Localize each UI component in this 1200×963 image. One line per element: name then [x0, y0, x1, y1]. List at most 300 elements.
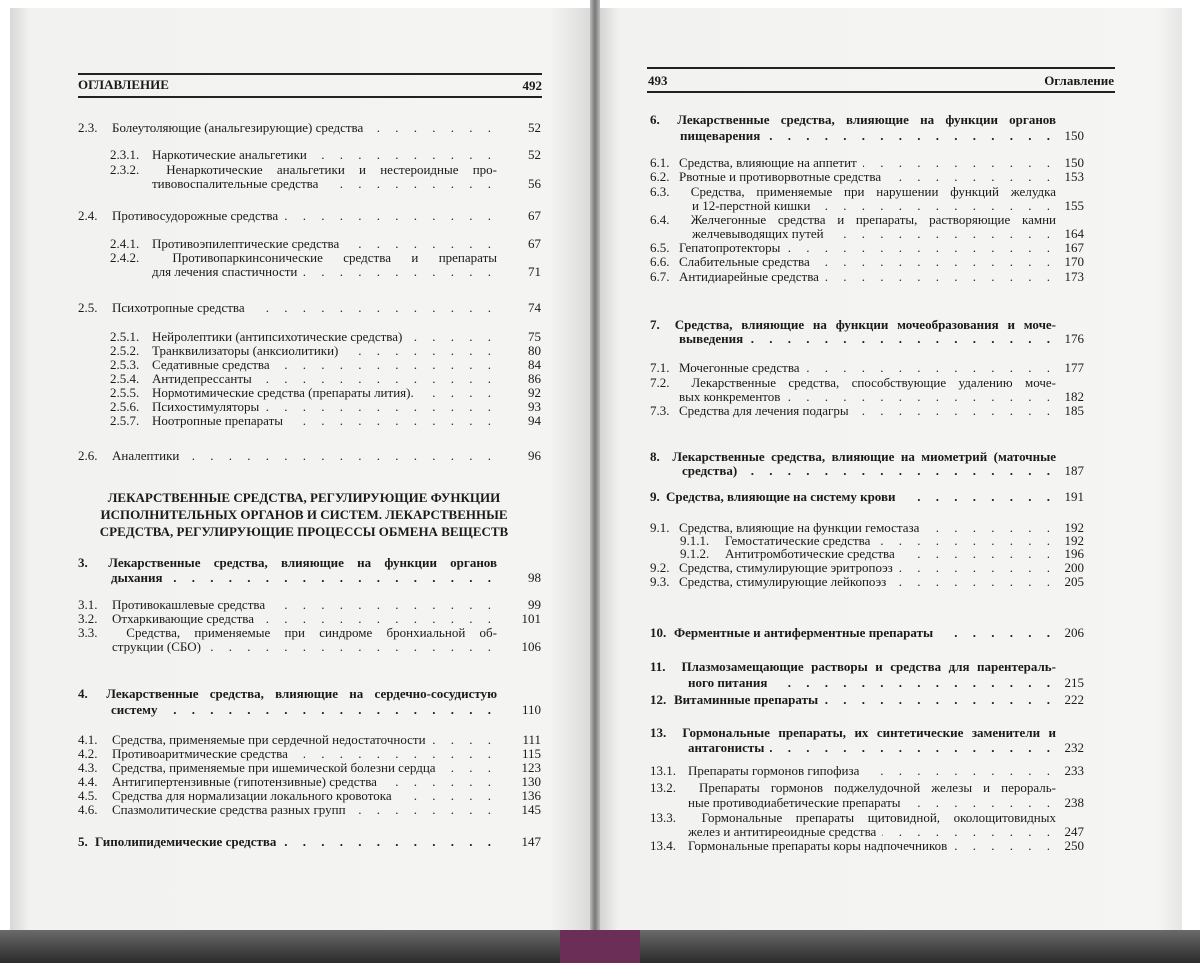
- toc-page-number: 94: [528, 413, 541, 428]
- toc-entry-number: 4.3.: [78, 761, 98, 775]
- toc-entry-text: Средства, влияющие на аппетит: [679, 156, 857, 170]
- dot-leader: [882, 825, 1056, 839]
- toc-entry-text: Ноотропные препараты: [152, 414, 284, 428]
- dot-leader: [265, 400, 497, 414]
- right-running-title: Оглавление: [1044, 73, 1114, 88]
- dot-leader: [786, 241, 1056, 255]
- toc-entry-number: 9.1.2.: [680, 547, 710, 561]
- toc-entry-number: 2.5.4.: [110, 372, 140, 386]
- toc-entry-line[interactable]: [680, 547, 1056, 561]
- toc-entry-line[interactable]: [110, 344, 497, 358]
- toc-page-number: 250: [1064, 838, 1084, 853]
- toc-entry-line[interactable]: [692, 227, 1056, 241]
- toc-entry-text: желез и антитиреоидные средства: [688, 825, 877, 839]
- toc-entry-line[interactable]: [650, 521, 1056, 535]
- dot-leader: [432, 733, 497, 747]
- toc-entry-line[interactable]: [650, 839, 1056, 853]
- toc-entry-line[interactable]: [650, 170, 1056, 184]
- toc-entry-text: Ферментные и антиферментные препараты: [674, 626, 934, 640]
- dot-leader: [408, 330, 497, 344]
- toc-entry-number: 6.2.: [650, 170, 670, 184]
- dot-leader: [806, 361, 1056, 375]
- toc-entry-line[interactable]: [110, 386, 497, 400]
- toc-entry-line[interactable]: [110, 372, 497, 386]
- toc-entry-number: 5.: [78, 835, 88, 849]
- dot-leader: [770, 741, 1056, 755]
- toc-entry-line[interactable]: [110, 358, 497, 372]
- toc-entry-number: 4.6.: [78, 803, 98, 817]
- toc-entry-text: Витаминные препараты: [674, 693, 819, 707]
- toc-entry-number: 4.2.: [78, 747, 98, 761]
- toc-entry-line[interactable]: [78, 775, 497, 789]
- toc-entry-number: 6.1.: [650, 156, 670, 170]
- toc-entry-line[interactable]: [78, 733, 497, 747]
- toc-entry-line[interactable]: [682, 464, 1056, 478]
- dot-leader: [169, 571, 497, 585]
- dot-leader: [164, 703, 497, 717]
- toc-entry-number: 13.3.: [650, 811, 676, 825]
- toc-page-number: 187: [1064, 463, 1084, 478]
- toc-entry-line[interactable]: [152, 265, 497, 279]
- toc-entry-number: 2.5.5.: [110, 386, 140, 400]
- toc-entry-text: Плазмозамещающие растворы и средства для парентераль-: [681, 660, 1056, 674]
- toc-entry-text: систему: [111, 703, 158, 717]
- toc-entry-number: 6.4.: [650, 213, 670, 227]
- toc-page-number: 222: [1064, 692, 1084, 707]
- toc-entry-line[interactable]: [78, 747, 497, 761]
- toc-entry-line[interactable]: [650, 156, 1056, 170]
- toc-page-number: 164: [1064, 226, 1084, 241]
- toc-entry-number: 13.1.: [650, 764, 676, 778]
- toc-entry-line[interactable]: [78, 209, 497, 223]
- toc-page-number: 80: [528, 343, 541, 358]
- toc-entry-text: Средства, применяемые при синдроме бронхиальной об-: [126, 626, 497, 640]
- toc-entry-number: 2.3.2.: [110, 163, 140, 177]
- toc-page-number: 185: [1064, 403, 1084, 418]
- toc-entry-number: 2.5.: [78, 301, 98, 315]
- toc-page-number: 111: [522, 732, 541, 747]
- toc-entry-line[interactable]: [688, 825, 1056, 839]
- dot-leader: [892, 575, 1056, 589]
- toc-entry-text: Противосудорожные средства: [112, 209, 279, 223]
- toc-entry-text: Средства, влияющие на функции мочеобразования и моче-: [674, 318, 1056, 332]
- dot-leader: [766, 129, 1056, 143]
- toc-entry-line[interactable]: [650, 270, 1056, 284]
- toc-entry-text: Средства, влияющие на функции гемостаза: [679, 521, 920, 535]
- dot-leader: [899, 561, 1056, 575]
- toc-page-number: 67: [528, 236, 541, 251]
- dot-leader: [830, 227, 1056, 241]
- dot-leader: [258, 372, 497, 386]
- toc-entry-line[interactable]: [688, 676, 1056, 690]
- toc-entry-line[interactable]: [650, 361, 1056, 375]
- dot-leader: [773, 676, 1056, 690]
- toc-entry-line[interactable]: [111, 703, 497, 717]
- toc-entry-line[interactable]: [688, 741, 1056, 755]
- toc-page-number: 93: [528, 399, 541, 414]
- toc-page-number: 67: [528, 208, 541, 223]
- toc-entry-number: 2.5.2.: [110, 344, 140, 358]
- section-heading-line: ЛЕКАРСТВЕННЫЕ СРЕДСТВА, РЕГУЛИРУЮЩИЕ ФУНКЦИИ: [107, 490, 501, 505]
- toc-entry-line[interactable]: [110, 414, 497, 428]
- toc-page-number: 74: [528, 300, 541, 315]
- toc-entry-line[interactable]: [650, 241, 1056, 255]
- toc-entry-text: Гемостатические средства: [725, 534, 871, 548]
- toc-page-number: 145: [521, 802, 541, 817]
- toc-entry-number: 4.5.: [78, 789, 98, 803]
- toc-entry-line[interactable]: [650, 811, 1056, 825]
- toc-entry-line[interactable]: [78, 835, 497, 849]
- dot-leader: [442, 761, 497, 775]
- toc-entry-text: Аналептики: [112, 449, 180, 463]
- toc-entry-number: 4.4.: [78, 775, 98, 789]
- toc-entry-text: тивовоспалительные средства: [152, 177, 319, 191]
- toc-entry-text: Нейролептики (антипсихотические средства): [152, 330, 403, 344]
- toc-entry-number: 4.1.: [78, 733, 98, 747]
- dot-leader: [260, 612, 497, 626]
- dot-leader: [749, 332, 1056, 346]
- toc-page-number: 232: [1064, 740, 1084, 755]
- dot-leader: [907, 796, 1056, 810]
- toc-page-number: 196: [1064, 546, 1084, 561]
- toc-entry-number: 2.5.6.: [110, 400, 140, 414]
- toc-entry-line[interactable]: [679, 332, 1056, 346]
- toc-entry-text: Средства для нормализации локального кровотока: [112, 789, 392, 803]
- toc-page-number: 205: [1064, 574, 1084, 589]
- toc-entry-number: 2.3.1.: [110, 148, 140, 162]
- toc-entry-number: 3.1.: [78, 598, 98, 612]
- toc-entry-text: дыхания: [111, 571, 163, 585]
- toc-page-number: 75: [528, 329, 541, 344]
- dot-leader: [282, 835, 497, 849]
- toc-entry-text: ного питания: [688, 676, 768, 690]
- toc-entry-text: Лекарственные средства, влияющие на функции органов: [108, 556, 497, 570]
- toc-page-number: 106: [521, 639, 541, 654]
- toc-page-number: 153: [1064, 169, 1084, 184]
- toc-entry-line[interactable]: [650, 726, 1056, 740]
- toc-entry-number: 4.: [78, 687, 88, 701]
- toc-entry-number: 9.1.: [650, 521, 670, 535]
- toc-entry-line[interactable]: [78, 803, 497, 817]
- toc-entry-line[interactable]: [110, 251, 497, 265]
- dot-leader: [863, 156, 1056, 170]
- toc-page-number: 150: [1064, 155, 1084, 170]
- section-heading-line: СРЕДСТВА, РЕГУЛИРУЮЩИЕ ПРОЦЕССЫ ОБМЕНА ВЕЩЕСТВ: [99, 524, 509, 539]
- toc-entry-line[interactable]: [650, 213, 1056, 227]
- toc-page-number: 96: [528, 448, 541, 463]
- dot-leader: [855, 404, 1056, 418]
- toc-page-number: 92: [528, 385, 541, 400]
- toc-entry-text: Противоэпилептические средства: [152, 237, 340, 251]
- dot-leader: [344, 344, 497, 358]
- toc-entry-line[interactable]: [650, 318, 1056, 332]
- toc-page-number: 215: [1064, 675, 1084, 690]
- toc-page-number: 233: [1064, 763, 1084, 778]
- toc-entry-line[interactable]: [650, 575, 1056, 589]
- toc-entry-text: Нормотимические средства (препараты лития).: [152, 386, 414, 400]
- toc-page-number: 191: [1064, 489, 1084, 504]
- toc-entry-number: 9.2.: [650, 561, 670, 575]
- dot-leader: [887, 170, 1056, 184]
- toc-entry-text: Болеутоляющие (анальгезирующие) средства: [112, 121, 364, 135]
- toc-entry-text: Отхаркивающие средства: [112, 612, 255, 626]
- toc-entry-number: 11.: [650, 660, 666, 674]
- toc-page-number: 167: [1064, 240, 1084, 255]
- dot-leader: [824, 693, 1056, 707]
- toc-page-number: 155: [1064, 198, 1084, 213]
- toc-entry-text: вых конкрементов: [679, 390, 781, 404]
- toc-entry-text: выведения: [679, 332, 744, 346]
- toc-entry-text: струкции (СБО): [112, 640, 201, 654]
- header-rule-top: [78, 73, 542, 75]
- dot-leader: [816, 255, 1056, 269]
- dot-leader: [876, 534, 1056, 548]
- toc-entry-number: 2.5.1.: [110, 330, 140, 344]
- dot-leader: [294, 747, 497, 761]
- toc-page-number: 147: [521, 834, 541, 849]
- toc-entry-text: Лекарственные средства, влияющие на функции органов: [677, 113, 1056, 127]
- toc-entry-line[interactable]: [111, 571, 497, 585]
- dot-leader: [939, 626, 1056, 640]
- toc-entry-text: Средства, применяемые при сердечной недостаточности: [112, 733, 426, 747]
- toc-page-number: 98: [528, 570, 541, 585]
- toc-entry-text: средства): [682, 464, 738, 478]
- toc-entry-text: Препараты гормонов гипофиза: [688, 764, 860, 778]
- toc-entry-text: ные противодиабетические препараты: [688, 796, 901, 810]
- toc-entry-number: 10.: [650, 626, 667, 640]
- toc-page-number: 101: [521, 611, 541, 626]
- toc-entry-text: Психостимуляторы: [152, 400, 260, 414]
- dot-leader: [303, 265, 497, 279]
- section-heading-line: ИСПОЛНИТЕЛЬНЫХ ОРГАНОВ И СИСТЕМ. ЛЕКАРСТВЕННЫЕ: [100, 507, 508, 522]
- toc-page-number: 170: [1064, 254, 1084, 269]
- toc-entry-line[interactable]: [110, 237, 497, 251]
- toc-page-number: 71: [528, 264, 541, 279]
- toc-page-number: 84: [528, 357, 541, 372]
- toc-entry-text: Противокашлевые средства: [112, 598, 266, 612]
- toc-entry-line[interactable]: [78, 598, 497, 612]
- toc-entry-line[interactable]: [152, 177, 497, 191]
- dot-leader: [953, 839, 1056, 853]
- left-running-title: ОГЛАВЛЕНИЕ: [78, 77, 169, 92]
- dot-leader: [313, 148, 497, 162]
- dot-leader: [369, 121, 497, 135]
- toc-entry-number: 6.7.: [650, 270, 670, 284]
- toc-page-number: 115: [521, 746, 541, 761]
- dot-leader: [383, 775, 497, 789]
- header-rule-bottom: [78, 96, 542, 98]
- toc-entry-line[interactable]: [680, 129, 1056, 143]
- toc-page-number: 200: [1064, 560, 1084, 575]
- toc-entry-text: желчевыводящих путей: [692, 227, 824, 241]
- toc-entry-line[interactable]: [650, 561, 1056, 575]
- toc-entry-text: Гормональные препараты коры надпочечников: [688, 839, 948, 853]
- dot-leader: [345, 237, 497, 251]
- toc-entry-text: Препараты гормонов поджелудочной железы и перораль-: [699, 781, 1056, 795]
- toc-entry-number: 2.4.2.: [110, 251, 140, 265]
- toc-entry-number: 2.3.: [78, 121, 98, 135]
- dot-leader: [420, 386, 497, 400]
- toc-entry-text: Средства, стимулирующие лейкопоэз: [679, 575, 887, 589]
- toc-entry-number: 12.: [650, 693, 667, 707]
- toc-page-number: 173: [1064, 269, 1084, 284]
- toc-entry-number: 7.: [650, 318, 660, 332]
- toc-entry-number: 9.3.: [650, 575, 670, 589]
- toc-entry-line[interactable]: [650, 660, 1056, 674]
- toc-page-number: 56: [528, 176, 541, 191]
- toc-entry-line[interactable]: [650, 764, 1056, 778]
- toc-entry-text: Мочегонные средства: [679, 361, 800, 375]
- toc-page-number: 192: [1064, 520, 1084, 535]
- toc-entry-number: 13.: [650, 726, 667, 740]
- toc-entry-line[interactable]: [110, 330, 497, 344]
- toc-page-number: 206: [1064, 625, 1084, 640]
- toc-entry-line[interactable]: [110, 148, 497, 162]
- dot-leader: [816, 199, 1056, 213]
- toc-page-number: 110: [521, 702, 541, 717]
- toc-page-number: 136: [521, 788, 541, 803]
- toc-entry-number: 9.1.1.: [680, 534, 710, 548]
- toc-entry-line[interactable]: [679, 390, 1056, 404]
- toc-entry-line[interactable]: [110, 400, 497, 414]
- toc-entry-text: Средства, применяемые при ишемической болезни сердца: [112, 761, 436, 775]
- toc-entry-text: Средства, стимулирующие эритропоэз: [679, 561, 893, 575]
- dot-leader: [743, 464, 1056, 478]
- toc-entry-text: Средства, влияющие на систему крови: [666, 490, 896, 504]
- dot-leader: [786, 390, 1056, 404]
- toc-entry-number: 6.6.: [650, 255, 670, 269]
- toc-entry-line[interactable]: [78, 687, 497, 701]
- toc-page-number: 52: [528, 120, 541, 135]
- toc-entry-text: Лекарственные средства, влияющие на сердечно-сосудистую: [106, 687, 497, 701]
- dot-leader: [276, 358, 497, 372]
- toc-entry-number: 3.: [78, 556, 88, 570]
- toc-entry-line[interactable]: [78, 761, 497, 775]
- toc-entry-text: Спазмолитические средства разных групп: [112, 803, 346, 817]
- dot-leader: [207, 640, 497, 654]
- toc-entry-text: Гормональные препараты щитовидной, околощитовидных: [701, 811, 1056, 825]
- toc-entry-line[interactable]: [78, 121, 497, 135]
- toc-entry-text: Антидепрессанты: [152, 372, 252, 386]
- right-page-number: 493: [648, 73, 668, 88]
- header-rule-top: [647, 67, 1115, 69]
- toc-entry-line[interactable]: [650, 376, 1056, 390]
- dot-leader: [901, 547, 1056, 561]
- toc-entry-text: Противопаркинсонические средства и препараты: [172, 251, 497, 265]
- toc-page-number: 177: [1064, 360, 1084, 375]
- toc-entry-line[interactable]: [112, 640, 497, 654]
- toc-entry-line[interactable]: [78, 449, 497, 463]
- dot-leader: [289, 414, 497, 428]
- toc-entry-text: для лечения спастичности: [152, 265, 298, 279]
- toc-entry-line[interactable]: [680, 534, 1056, 548]
- toc-entry-line[interactable]: [650, 185, 1056, 199]
- toc-entry-number: 7.1.: [650, 361, 670, 375]
- toc-page-number: 86: [528, 371, 541, 386]
- toc-entry-text: Антитромботические средства: [725, 547, 895, 561]
- toc-entry-text: Желчегонные средства и препараты, растворяющие камни: [690, 213, 1056, 227]
- dot-leader: [324, 177, 497, 191]
- toc-entry-line[interactable]: [650, 626, 1056, 640]
- dot-leader: [825, 270, 1056, 284]
- toc-entry-line[interactable]: [650, 255, 1056, 269]
- dot-leader: [284, 209, 497, 223]
- toc-page-number: 247: [1064, 824, 1084, 839]
- toc-entry-text: Гиполипидемические средства: [95, 835, 277, 849]
- toc-entry-text: и 12-перстной кишки: [692, 199, 811, 213]
- toc-entry-text: антагонисты: [688, 741, 765, 755]
- toc-entry-number: 13.2.: [650, 781, 676, 795]
- toc-entry-number: 2.5.7.: [110, 414, 140, 428]
- toc-entry-text: пищеварения: [680, 129, 761, 143]
- toc-page-number: 192: [1064, 533, 1084, 548]
- toc-page-number: 238: [1064, 795, 1084, 810]
- toc-entry-number: 13.4.: [650, 839, 676, 853]
- toc-entry-line[interactable]: [650, 113, 1056, 127]
- toc-entry-number: 3.3.: [78, 626, 98, 640]
- toc-entry-text: Гепатопротекторы: [679, 241, 781, 255]
- toc-page-number: 99: [528, 597, 541, 612]
- toc-entry-number: 7.2.: [650, 376, 670, 390]
- toc-entry-text: Ненаркотические анальгетики и нестероидные про-: [166, 163, 497, 177]
- dot-leader: [251, 301, 497, 315]
- toc-entry-text: Слабительные средства: [679, 255, 810, 269]
- toc-entry-line[interactable]: [78, 612, 497, 626]
- book-gutter: [590, 0, 600, 963]
- toc-entry-number: 6.3.: [650, 185, 670, 199]
- toc-entry-text: Рвотные и противорвотные средства: [679, 170, 882, 184]
- toc-entry-text: Средства, применяемые при нарушении функций желудка: [690, 185, 1056, 199]
- toc-entry-text: Гормональные препараты, их синтетические заменители и: [682, 726, 1056, 740]
- toc-entry-number: 2.4.: [78, 209, 98, 223]
- toc-entry-line[interactable]: [688, 796, 1056, 810]
- toc-entry-number: 2.5.3.: [110, 358, 140, 372]
- toc-entry-text: Средства для лечения подагры: [679, 404, 849, 418]
- toc-entry-line[interactable]: [650, 693, 1056, 707]
- dot-leader: [902, 490, 1057, 504]
- toc-entry-text: Психотропные средства: [112, 301, 245, 315]
- dot-leader: [185, 449, 497, 463]
- toc-entry-number: 8.: [650, 450, 660, 464]
- dot-leader: [398, 789, 497, 803]
- header-rule-bottom: [647, 91, 1115, 93]
- toc-entry-text: Лекарственные средства, влияющие на миометрий (маточные: [672, 450, 1056, 464]
- toc-page-number: 182: [1064, 389, 1084, 404]
- toc-entry-line[interactable]: [650, 404, 1056, 418]
- toc-entry-line[interactable]: [78, 556, 497, 570]
- dot-leader: [271, 598, 497, 612]
- dot-leader: [925, 521, 1056, 535]
- toc-entry-line[interactable]: [78, 626, 497, 640]
- toc-entry-text: Антигипертензивные (гипотензивные) средства: [112, 775, 377, 789]
- toc-entry-line[interactable]: [78, 789, 497, 803]
- toc-entry-number: 3.2.: [78, 612, 98, 626]
- toc-entry-number: 7.3.: [650, 404, 670, 418]
- toc-entry-number: 9.: [650, 490, 660, 504]
- toc-entry-line[interactable]: [692, 199, 1056, 213]
- toc-entry-number: 6.: [650, 113, 660, 127]
- toc-entry-line[interactable]: [650, 781, 1056, 795]
- toc-entry-line[interactable]: [650, 450, 1056, 464]
- dot-leader: [352, 803, 497, 817]
- dot-leader: [865, 764, 1056, 778]
- toc-page-number: 52: [528, 147, 541, 162]
- toc-page-number: 130: [521, 774, 541, 789]
- toc-entry-number: 6.5.: [650, 241, 670, 255]
- toc-entry-line[interactable]: [110, 163, 497, 177]
- toc-entry-line[interactable]: [78, 301, 497, 315]
- toc-entry-line[interactable]: [650, 490, 1056, 504]
